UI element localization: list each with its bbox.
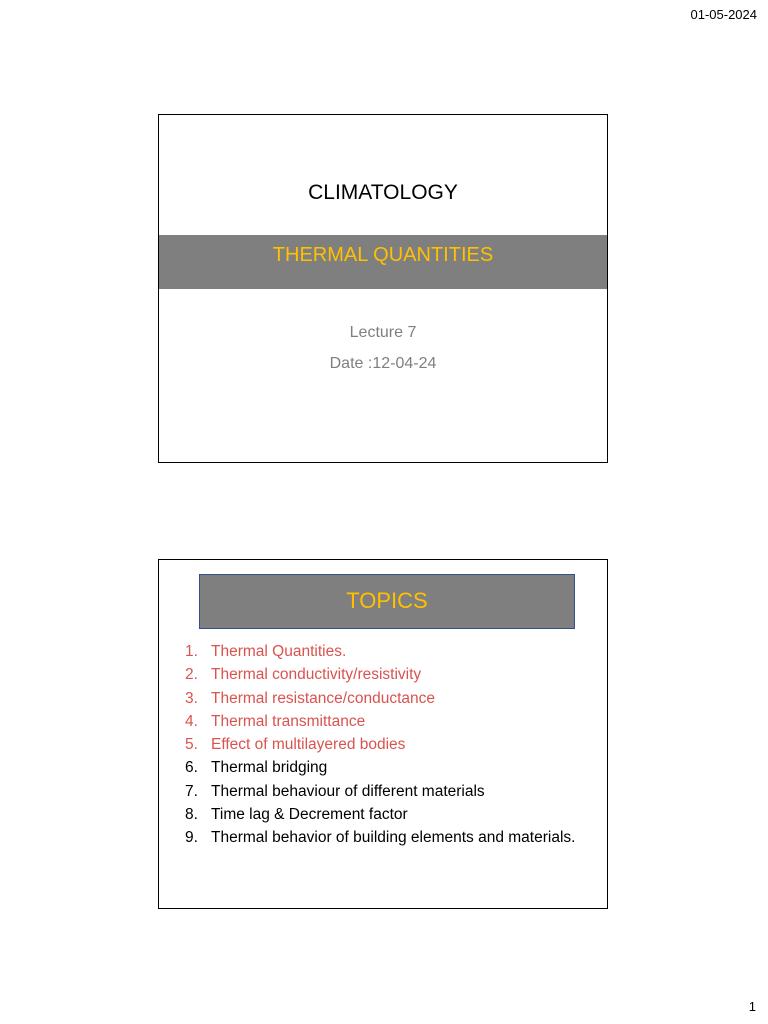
topics-heading: TOPICS <box>346 588 428 613</box>
lecture-info <box>159 317 607 379</box>
list-item <box>185 663 595 686</box>
list-item-text: Thermal conductivity/resistivity <box>211 666 422 684</box>
list-item-text: Thermal resistance/conductance <box>211 689 436 707</box>
list-item-text: Time lag & Decrement factor <box>211 806 408 824</box>
slide-subtitle: THERMAL QUANTITIES <box>272 244 494 266</box>
list-item <box>185 756 595 779</box>
list-item-number: 1. <box>185 643 198 660</box>
page-number: 1 <box>748 999 756 1014</box>
subtitle-band <box>159 235 607 289</box>
list-item <box>185 803 595 826</box>
topics-heading-box <box>199 574 575 629</box>
list-item-text: Effect of multilayered bodies <box>211 736 406 754</box>
topics-slide <box>158 559 608 909</box>
list-item-number: 2. <box>185 666 198 684</box>
title-slide <box>158 114 608 463</box>
list-item <box>185 640 595 663</box>
list-item-number: 7. <box>185 782 198 800</box>
list-item-text: Thermal bridging <box>211 759 328 777</box>
topic-list <box>185 640 595 850</box>
lecture-date: Date :12-04-24 <box>329 355 437 372</box>
list-item-number: 4. <box>185 712 198 730</box>
list-item <box>185 733 595 756</box>
list-item-number: 8. <box>185 806 198 824</box>
list-item-text: Thermal behavior of building elements and materials. <box>211 829 576 847</box>
list-item-text: Thermal transmittance <box>211 712 366 730</box>
slide-title: CLIMATOLOGY <box>308 181 458 204</box>
list-item <box>185 710 595 733</box>
list-item <box>185 826 595 849</box>
list-item-number: 3. <box>185 689 198 707</box>
list-item <box>185 780 595 803</box>
print-date: 01-05-2024 <box>690 7 757 22</box>
list-item-number: 6. <box>185 759 198 777</box>
list-item-number: 9. <box>185 829 198 847</box>
list-item <box>185 687 595 710</box>
list-item-text: Thermal behaviour of different materials <box>211 782 485 800</box>
list-item-text: Thermal Quantities. <box>211 643 347 660</box>
list-item-number: 5. <box>185 736 198 754</box>
lecture-number: Lecture 7 <box>349 324 417 341</box>
